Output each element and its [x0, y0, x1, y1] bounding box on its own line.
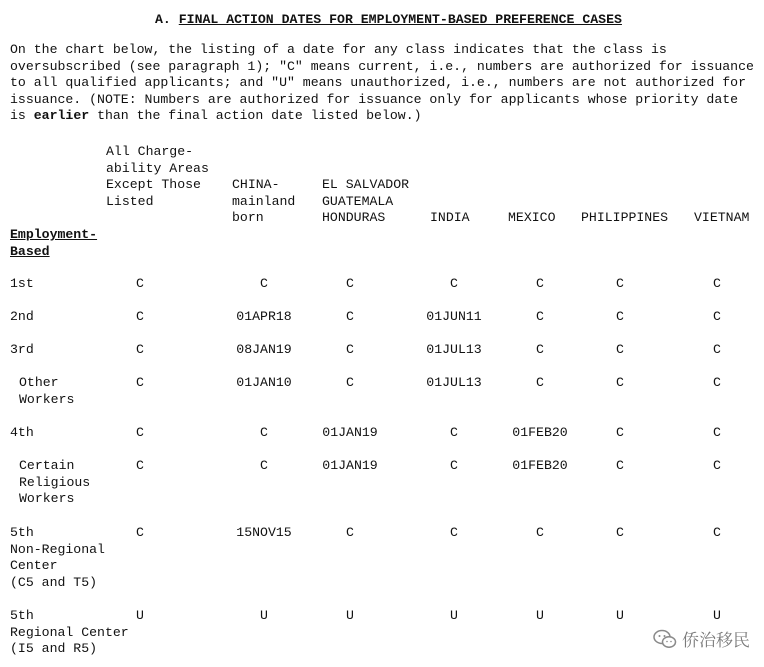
table-cell: 08JAN19 — [236, 342, 292, 357]
table-cell: 01JAN19 — [322, 425, 378, 440]
table-cell: C — [450, 458, 458, 473]
row-label-line: Workers — [19, 391, 75, 407]
table-cell: C — [616, 276, 624, 291]
row-label-line: (I5 and R5) — [10, 641, 98, 657]
table-cell: C — [136, 309, 144, 324]
table-cell: C — [536, 525, 544, 540]
table-cell: U — [713, 608, 721, 623]
table-cell: C — [260, 425, 268, 440]
table-cell: C — [450, 276, 458, 291]
intro-text-2: than the final action date listed below.) — [89, 108, 422, 124]
table-cell: 01JAN19 — [322, 458, 378, 473]
row-label-line: Center — [10, 558, 58, 574]
row-label-line: Workers — [19, 491, 75, 507]
watermark-text: 侨治移民 — [682, 631, 750, 651]
table-cell: U — [260, 608, 268, 623]
row-label-line: (C5 and T5) — [10, 574, 98, 590]
table-cell: C — [136, 375, 144, 390]
table-cell: C — [616, 425, 624, 440]
row-label — [10, 309, 34, 326]
watermark — [653, 626, 750, 651]
row-label-line: Certain — [19, 458, 75, 473]
table-cell: C — [536, 276, 544, 291]
column-header-2 — [232, 177, 295, 227]
column-header-1-line: Except Those — [106, 177, 201, 193]
table-cell: C — [713, 342, 721, 357]
row-label-line: Regional Center — [10, 624, 129, 640]
column-header-1-line: All Charge- — [106, 144, 194, 159]
table-cell: C — [450, 425, 458, 440]
column-header-1-line: ability Areas — [106, 160, 209, 176]
row-label — [10, 276, 34, 293]
row-label-line: 1st — [10, 276, 34, 291]
column-header-6 — [581, 210, 668, 227]
column-header-3 — [322, 177, 409, 227]
table-cell: C — [136, 525, 144, 540]
row-header-line: Employment- — [10, 227, 98, 242]
table-cell: C — [713, 309, 721, 324]
table-cell: C — [346, 525, 354, 540]
table-cell: C — [136, 276, 144, 291]
table-cell: C — [713, 458, 721, 473]
row-label-line: 4th — [10, 425, 34, 440]
table-cell: C — [536, 342, 544, 357]
table-cell: C — [136, 425, 144, 440]
row-label — [10, 525, 105, 591]
row-header-line: Based — [10, 243, 50, 259]
column-header-2-line: born — [232, 210, 264, 226]
table-cell: C — [136, 342, 144, 357]
table-cell: 01FEB20 — [512, 458, 568, 473]
table-cell: U — [616, 608, 624, 623]
table-cell: C — [260, 276, 268, 291]
row-label — [10, 608, 129, 658]
column-header-5-line: MEXICO — [508, 210, 556, 225]
row-label — [10, 425, 34, 442]
table-cell: C — [346, 375, 354, 390]
table-cell: 01FEB20 — [512, 425, 568, 440]
table-cell: 01JUL13 — [426, 342, 482, 357]
table-cell: C — [616, 309, 624, 324]
table-cell: C — [616, 458, 624, 473]
document-title — [155, 12, 622, 29]
table-cell: C — [713, 375, 721, 390]
column-header-3-line: EL SALVADOR — [322, 177, 410, 192]
column-header-7-line: VIETNAM — [694, 210, 750, 225]
table-cell: 15NOV15 — [236, 525, 292, 540]
column-header-5 — [508, 210, 555, 227]
row-label-line: 5th — [10, 525, 34, 540]
row-label-line: Other — [19, 375, 59, 390]
column-header-2-line: mainland — [232, 193, 296, 209]
column-header-6-line: PHILIPPINES — [581, 210, 669, 225]
table-cell: C — [346, 276, 354, 291]
column-header-4-line: INDIA — [430, 210, 470, 225]
table-cell: U — [136, 608, 144, 623]
table-cell: C — [713, 276, 721, 291]
intro-paragraph — [10, 42, 760, 125]
column-header-2-line: CHINA- — [232, 177, 280, 192]
table-cell: C — [536, 309, 544, 324]
row-label — [19, 458, 90, 508]
column-header-1 — [106, 144, 209, 210]
title-text: FINAL ACTION DATES FOR EMPLOYMENT-BASED PREFERENCE CASES — [178, 12, 622, 27]
table-cell: U — [346, 608, 354, 623]
title-prefix: A. — [155, 12, 171, 27]
table-cell: C — [450, 525, 458, 540]
table-cell: 01APR18 — [236, 309, 292, 324]
table-cell: U — [536, 608, 544, 623]
table-cell: C — [616, 342, 624, 357]
table-cell: C — [536, 375, 544, 390]
row-label — [10, 342, 34, 359]
column-header-1-line: Listed — [106, 193, 154, 209]
row-label-line: 5th — [10, 608, 34, 623]
wechat-icon — [653, 629, 677, 649]
table-cell: C — [616, 375, 624, 390]
table-cell: C — [713, 425, 721, 440]
table-cell: C — [136, 458, 144, 473]
row-label-line: 2nd — [10, 309, 34, 324]
intro-text-1: On the chart below, the listing of a date for any class indicates that the class is oversubscribed (see paragraph 1); "C" means current, i.e., numbers are authorized for issuance to all qualified applicants; and "U" means unauthorized, i.e., numbers are not authorized for issuance. (NOTE: Numbers are authorized for issuance only for applicants whose priority date is — [10, 42, 754, 124]
table-cell: C — [616, 525, 624, 540]
row-label-line: Non-Regional — [10, 541, 105, 557]
row-label — [19, 375, 74, 408]
row-label-line: 3rd — [10, 342, 34, 357]
column-header-7 — [694, 210, 749, 227]
table-cell: 01JUN11 — [426, 309, 482, 324]
table-cell: U — [450, 608, 458, 623]
table-cell: C — [346, 342, 354, 357]
column-header-3-line: HONDURAS — [322, 210, 386, 226]
table-cell: 01JUL13 — [426, 375, 482, 390]
table-cell: C — [260, 458, 268, 473]
table-cell: C — [713, 525, 721, 540]
table-cell: 01JAN10 — [236, 375, 292, 390]
row-header-employment-based — [10, 227, 97, 260]
intro-bold-word: earlier — [33, 108, 90, 124]
table-cell: C — [346, 309, 354, 324]
column-header-4 — [430, 210, 470, 227]
row-label-line: Religious — [19, 474, 91, 490]
column-header-3-line: GUATEMALA — [322, 193, 394, 209]
